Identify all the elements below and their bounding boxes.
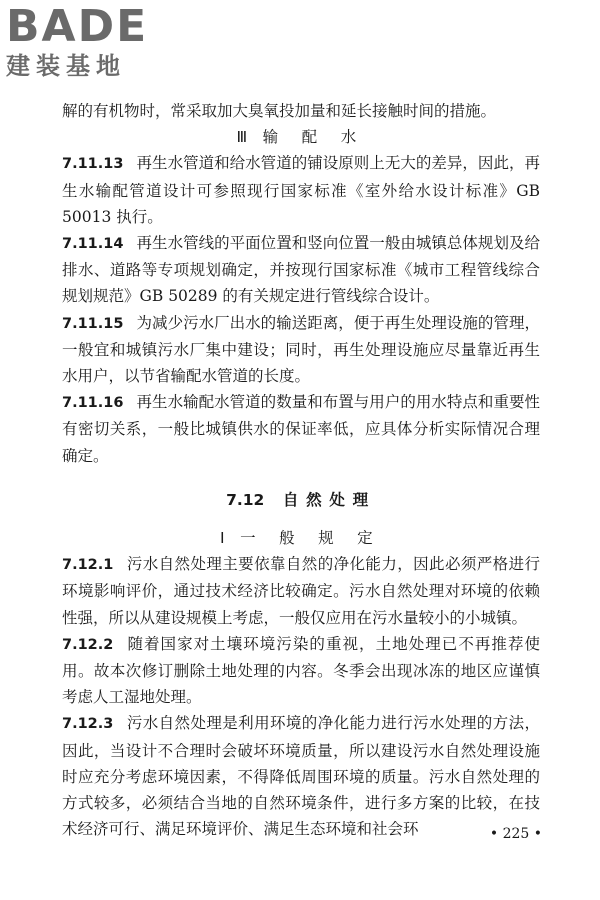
section-heading-7-12 [62, 487, 540, 513]
clause-number: 7.11.16 [62, 395, 124, 412]
page-number: • 225 • [489, 826, 542, 842]
section-title: 自然处理 [282, 490, 376, 509]
intro-paragraph: 解的有机物时，常采取加大臭氧投加量和延长接触时间的措施。 [62, 102, 497, 120]
clause-7-11-15 [62, 310, 540, 390]
clause-number: 7.12.1 [62, 557, 114, 574]
clause-text: 再生水管道和给水管道的铺设原则上无大的差异，因此，再生水输配管道设计可参照现行国家标准《室外给水设计标准》GB 50013 执行。 [62, 154, 540, 226]
section-number: 7.12 [226, 490, 265, 509]
clause-text: 污水自然处理是利用环境的净化能力进行污水处理的方法，因此，当设计不合理时会破坏环境质量，所以建设污水自然处理设施时应充分考虑环境因素，不得降低周围环境的质量。污水自然处理的方式较多，必须结合当地的自然环境条件，进行多方案的比较，在技术经济可行、满足环境评价、满足生态环境和社会环 [62, 714, 540, 839]
part-title: 输 配 水 [262, 128, 366, 147]
part-numeral: Ⅲ [236, 128, 257, 147]
clause-7-12-1 [62, 551, 540, 631]
clause-text: 再生水输配水管道的数量和布置与用户的用水特点和重要性有密切关系，一般比城镇供水的保证率低，应具体分析实际情况合理确定。 [62, 393, 540, 465]
clause-number: 7.12.3 [62, 716, 114, 733]
clause-text: 为减少污水厂出水的输送距离，便于再生处理设施的管理，一般宜和城镇污水厂集中建设；同时，再生处理设施应尽量靠近再生水用户，以节省输配水管道的长度。 [62, 313, 540, 386]
logo-wordmark: BADE [6, 1, 149, 52]
part-heading-3 [62, 124, 540, 150]
clause-text: 再生水管线的平面位置和竖向位置一般由城镇总体规划及给排水、道路等专项规划确定，并按现行国家标准《城市工程管线综合规划规范》GB 50289 的有关规定进行管线综合设计。 [62, 234, 540, 306]
part-title: 一 般 规 定 [240, 529, 382, 548]
clause-7-11-13 [62, 150, 540, 230]
clause-number: 7.11.13 [62, 156, 124, 173]
logo-subtitle: 建装基地 [6, 52, 126, 80]
page-body [62, 98, 540, 842]
clause-number: 7.11.14 [62, 236, 124, 253]
clause-text: 污水自然处理主要依靠自然的净化能力，因此必须严格进行环境影响评价，通过技术经济比较确定。污水自然处理对环境的依赖性强，所以从建设规模上考虑，一般仅应用在污水量较小的小城镇。 [62, 555, 540, 627]
clause-7-12-2 [62, 631, 540, 711]
part-numeral: Ⅰ [220, 529, 234, 548]
clause-number: 7.12.2 [62, 636, 114, 653]
clause-7-12-3 [62, 710, 540, 842]
brand-logo [6, 1, 176, 80]
clause-text: 随着国家对土壤环境污染的重视，土地处理已不再推荐使用。故本次修订删除土地处理的内容。冬季会出现冰冻的地区应谨慎考虑人工湿地处理。 [62, 634, 540, 707]
clause-number: 7.11.15 [62, 315, 124, 332]
clause-7-11-14 [62, 230, 540, 310]
part-heading-1 [62, 525, 540, 551]
clause-7-11-16 [62, 389, 540, 469]
